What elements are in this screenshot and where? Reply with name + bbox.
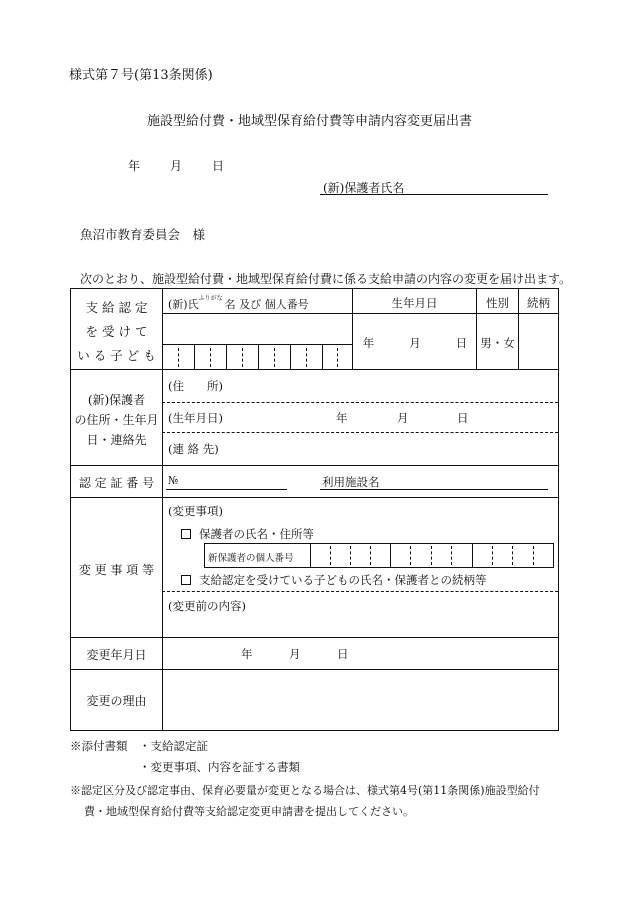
guardian-name-field[interactable] bbox=[320, 194, 548, 195]
facility-field[interactable] bbox=[320, 489, 548, 490]
cert-number-field[interactable] bbox=[166, 489, 287, 490]
child-section-label-3: い る 子 ど も bbox=[77, 348, 156, 363]
address-label: (住 所) bbox=[168, 379, 223, 393]
child-birthdate-field[interactable]: 年 月 日 bbox=[362, 336, 472, 350]
cert-number-label: 認 定 証 番 号 bbox=[78, 476, 155, 490]
birthdate-header: 生年月日 bbox=[391, 296, 438, 310]
form-number: 様式第７号(第13条関係) bbox=[69, 68, 213, 83]
gender-header: 性別 bbox=[486, 296, 509, 310]
date-line: 年 月 日 bbox=[128, 159, 227, 173]
option2-label: 支給認定を受けている子どもの氏名・保護者との続柄等 bbox=[199, 573, 487, 587]
intro-text: 次のとおり、施設型給付費・地域型保育給付費に係る支給申請の内容の変更を届け出ます。 bbox=[80, 272, 572, 286]
option-child-name-relation[interactable] bbox=[181, 572, 487, 588]
relation-header: 続柄 bbox=[527, 296, 550, 310]
attachment-item-2: ・変更事項、内容を証する書類 bbox=[139, 760, 300, 774]
contact-label: (連 絡 先) bbox=[168, 442, 219, 456]
note-line-1: ※認定区分及び認定事由、保育必要量が変更となる場合は、様式第4号(第11条関係)施設型給付 bbox=[70, 784, 540, 797]
change-date-year: 年 bbox=[241, 647, 253, 661]
changes-header: (変更事項) bbox=[168, 504, 223, 518]
facility-label: 利用施設名 bbox=[322, 475, 380, 489]
child-section-label-2: を 受 け て bbox=[85, 324, 148, 339]
child-name-prefix: (新)氏 bbox=[168, 298, 199, 311]
guardian-birth-year: 年 bbox=[336, 411, 348, 425]
checkbox-child-name-relation[interactable] bbox=[181, 575, 191, 585]
recipient: 魚沼市教育委員会 様 bbox=[80, 227, 206, 242]
guardian-section-label-1: (新)保護者 bbox=[87, 393, 146, 407]
note-line-2: 費・地域型保育給付費等支給認定変更申請書を提出してください。 bbox=[84, 805, 414, 818]
cert-no-prefix: № bbox=[168, 474, 179, 487]
child-name-header bbox=[168, 296, 309, 312]
guardian-section-label-3: 日・連絡先 bbox=[86, 433, 147, 447]
guardian-name-label: (新)保護者氏名 bbox=[323, 181, 405, 195]
option1-label: 保護者の氏名・住所等 bbox=[199, 527, 314, 541]
child-section-label-1: 支 給 認 定 bbox=[85, 300, 148, 315]
changes-label: 変 更 事 項 等 bbox=[78, 563, 155, 577]
checkbox-guardian-name-address[interactable] bbox=[181, 529, 191, 539]
change-date-label: 変更年月日 bbox=[86, 648, 147, 662]
form-title: 施設型給付費・地域型保育給付費等申請内容変更届出書 bbox=[147, 114, 473, 129]
guardian-birth-month: 月 bbox=[397, 411, 409, 425]
reason-field[interactable] bbox=[164, 671, 557, 729]
change-date-month: 月 bbox=[289, 647, 301, 661]
change-date-day: 日 bbox=[337, 647, 349, 661]
reason-label: 変更の理由 bbox=[86, 694, 147, 708]
guardian-section-label-2: の住所・生年月 bbox=[74, 413, 159, 427]
new-guardian-id-label: 新保護者の個人番号 bbox=[208, 553, 294, 564]
attachments-label: ※添付書類 bbox=[70, 739, 128, 753]
guardian-birth-label: (生年月日) bbox=[168, 411, 223, 425]
before-content-label: (変更前の内容) bbox=[168, 599, 246, 613]
gender-options[interactable]: 男・女 bbox=[480, 336, 515, 350]
furigana-label: ふりがな bbox=[198, 295, 223, 302]
option-guardian-name-address[interactable] bbox=[181, 526, 314, 542]
attachment-item-1: ・支給認定証 bbox=[139, 739, 208, 753]
child-name-rest: 名 及び 個人番号 bbox=[224, 298, 309, 311]
guardian-birth-day: 日 bbox=[457, 411, 469, 425]
